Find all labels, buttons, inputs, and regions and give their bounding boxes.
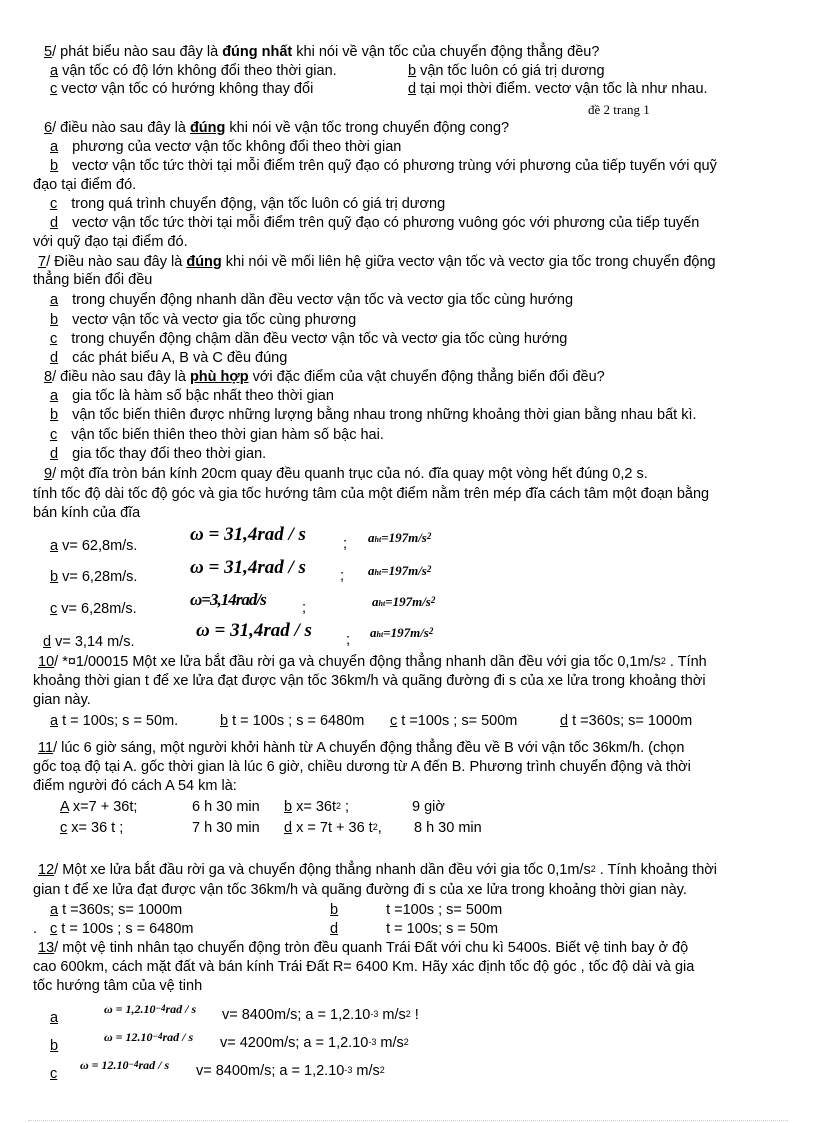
q7-option-d[interactable]: d các phát biểu A, B và C đều đúng — [50, 350, 288, 366]
q11-option-c[interactable]: c x= 36 t ; — [60, 820, 124, 836]
q11-stem-line3: điểm người đó cách A 54 km là: — [33, 778, 237, 794]
q8-option-d[interactable]: d gia tốc thay đổi theo thời gian. — [50, 446, 267, 462]
q9-a-accel: $aht=197m/s^2$ — [368, 530, 432, 545]
q11-option-b[interactable]: b $x= 36t^2$ ; — [284, 799, 350, 815]
q9-stem-line2: tính tốc độ dài tốc độ góc và gia tốc hướng tâm của một điểm nằm trên mép đĩa cách tâm một đoạn bằng — [33, 486, 710, 502]
page-marker: đề 2 trang 1 — [588, 102, 650, 117]
q11-b-time: 9 giờ — [412, 799, 445, 815]
q13-b-values: v= 4200m/s; $a = 1,2.10^{-3}$ $m/s^2$ — [220, 1035, 409, 1051]
q5-stem: 5/ phát biểu nào sau đây là đúng nhất khi nói về vận tốc của chuyển động thẳng đều? — [44, 44, 600, 60]
q8-number: 8 — [44, 369, 53, 385]
q11-d-time: 8 h 30 min — [414, 820, 482, 836]
q5-keyword: đúng nhất — [222, 44, 293, 60]
q9-c-omega: ω=3,14rad/s — [190, 590, 266, 609]
q5-option-d[interactable]: d tại mọi thời điểm. vectơ vận tốc là như nhau. — [408, 81, 708, 97]
q8-option-c[interactable]: c vận tốc biến thiên theo thời gian hàm số bậc hai. — [50, 427, 384, 443]
q10-stem-line2: khoảng thời gian t để xe lửa đạt được vận tốc 36km/h và quãng đường đi s của xe lửa trong khoảng thời — [33, 673, 706, 689]
q9-c-accel: $aht=197m/s^2$ — [372, 594, 436, 609]
q13-b-omega: $\omega = 12.10^{-4}rad / s$ — [104, 1030, 194, 1044]
q7-stem-cont: thẳng biến đổi đều — [33, 272, 153, 288]
q10-option-c[interactable]: c t =100s ; s= 500m — [390, 713, 518, 729]
q8-keyword: phù hợp — [189, 369, 249, 385]
q6-stem: 6/ điều nào sau đây là đúng khi nói về vận tốc trong chuyển động cong? — [44, 120, 510, 136]
q9-b-sep: ; — [340, 568, 345, 584]
q7-stem: 7/ Điều nào sau đây là đúng khi nói về mối liên hệ giữa vectơ vận tốc và vectơ gia tốc trong chuyển động — [38, 254, 716, 270]
q12-option-c[interactable]: c t = 100s ; s = 6480m — [50, 921, 194, 937]
q9-d-sep: ; — [346, 632, 351, 648]
q9-stem-line3: bán kính của đĩa — [33, 505, 141, 521]
q9-a-omega: ω = 31,4rad / s — [190, 524, 306, 545]
q8-stem: 8/ điều nào sau đây là phù hợp với đặc điểm của vật chuyển động thẳng biến đổi đều? — [44, 369, 605, 385]
q7-keyword: đúng — [186, 254, 222, 270]
q9-a-sep: ; — [343, 536, 348, 552]
q8-option-b[interactable]: b vận tốc biến thiên được những lượng bằng nhau trong những khoảng thời gian bằng nhau bất kì. — [50, 407, 697, 423]
q10-option-b[interactable]: b t = 100s ; s = 6480m — [220, 713, 365, 729]
q11-option-d[interactable]: d x = 7t + 36 $t^2$, — [284, 820, 382, 836]
q9-d-accel: $aht=197m/s^2$ — [370, 625, 434, 640]
q13-option-a[interactable]: a — [50, 1010, 59, 1026]
q13-a-omega: $\omega = 1,2.10^{-4}rad / s$ — [104, 1002, 197, 1016]
q7-option-b[interactable]: b vectơ vận tốc và vectơ gia tốc cùng phương — [50, 312, 357, 328]
q9-option-a[interactable]: a v= 62,8m/s. — [50, 538, 138, 554]
q6-option-d-cont: với quỹ đạo tại điểm đó. — [33, 234, 188, 250]
q13-c-values: v= 8400m/s; $a = 1,2.10^{-3}$ $m/s^2$ — [196, 1063, 385, 1079]
q9-b-omega: ω = 31,4rad / s — [190, 557, 306, 578]
q11-stem: 11/ lúc 6 giờ sáng, một người khởi hành từ A chuyển động thẳng đều về B với vận tốc 36km/h. (chọn — [38, 740, 685, 756]
q9-option-b[interactable]: b v= 6,28m/s. — [50, 569, 138, 585]
q11-number: 11 — [38, 740, 54, 756]
q5-option-a[interactable]: a vận tốc có độ lớn không đổi theo thời gian. — [50, 63, 337, 79]
q12-dot: . — [33, 921, 38, 937]
q6-keyword: đúng — [189, 120, 226, 136]
q9-d-omega: ω = 31,4rad / s — [196, 620, 312, 641]
q7-number: 7 — [38, 254, 47, 270]
q13-stem: 13/ một vệ tinh nhân tạo chuyển động tròn đều quanh Trái Đất với chu kì 5400s. Biết vệ tinh bay ở độ — [38, 940, 689, 956]
q11-a-time: 6 h 30 min — [192, 799, 260, 815]
q12-option-b[interactable]: b t =100s ; s= 500m — [330, 902, 503, 918]
q13-option-b[interactable]: b — [50, 1038, 59, 1054]
q9-option-c[interactable]: c v= 6,28m/s. — [50, 601, 137, 617]
q11-option-a[interactable]: A x=7 + 36t; — [60, 799, 138, 815]
q12-number: 12 — [38, 862, 55, 878]
q13-stem-line2: cao 600km, cách mặt đất và bán kính Trái Đất R= 6400 Km. Hãy xác định tốc độ góc , tốc độ dài và gia — [33, 959, 695, 975]
q13-c-omega: $\omega = 12.10^{-4}rad / s$ — [80, 1058, 170, 1072]
q7-option-a[interactable]: a trong chuyển động nhanh dần đều vectơ vận tốc và vectơ gia tốc cùng hướng — [50, 292, 574, 308]
q7-option-c[interactable]: c trong chuyển động chậm dần đều vectơ vận tốc và vectơ gia tốc cùng hướng — [50, 331, 568, 347]
q11-stem-line2: gốc toạ độ tại A. gốc thời gian là lúc 6 giờ, chiều dương từ A đến B. Phương trình chuyển động và thời — [33, 759, 691, 775]
q9-b-accel: $aht=197m/s^2$ — [368, 563, 432, 578]
q10-stem: 10/ *¤1/00015 Một xe lửa bắt đầu rời ga và chuyển động thẳng nhanh dần đều với gia tốc $0,1m/s^2$ . Tính — [38, 654, 707, 670]
q6-option-a[interactable]: a phương của vectơ vận tốc không đổi theo thời gian — [50, 139, 402, 155]
q5-option-b[interactable]: b vận tốc luôn có giá trị dương — [408, 63, 605, 79]
q6-number: 6 — [44, 120, 53, 136]
q12-stem-line2: gian t để xe lửa đạt được vận tốc 36km/h và quãng đường đi s của xe lửa trong khoảng thời gian này. — [33, 882, 687, 898]
q10-number: 10 — [38, 654, 55, 670]
q12-option-d[interactable]: d t = 100s; s = 50m — [330, 921, 499, 937]
q6-option-b[interactable]: b vectơ vận tốc tức thời tại mỗi điểm trên quỹ đạo có phương trùng với phương của tiếp tuyến với quỹ — [50, 158, 717, 174]
q13-stem-line3: tốc hướng tâm của vệ tinh — [33, 978, 203, 994]
q9-number: 9 — [44, 466, 53, 482]
q13-a-values: v= 8400m/s; $a = 1,2.10^{-3}$ $m/s^2$ ! — [222, 1007, 419, 1023]
q6-option-b-cont: đạo tại điểm đó. — [33, 177, 137, 193]
q5-option-c[interactable]: c vectơ vận tốc có hướng không thay đổi — [50, 81, 314, 97]
page-footer-divider — [28, 1120, 788, 1121]
q8-option-a[interactable]: a gia tốc là hàm số bậc nhất theo thời gian — [50, 388, 334, 404]
q13-number: 13 — [38, 940, 55, 956]
q10-option-d[interactable]: d t =360s; s= 1000m — [560, 713, 693, 729]
q10-option-a[interactable]: a t = 100s; s = 50m. — [50, 713, 179, 729]
q12-stem: 12/ Một xe lửa bắt đầu rời ga và chuyển động thẳng nhanh dần đều với gia tốc $0,1m/s^2$ . Tính khoảng thời — [38, 862, 718, 878]
q13-option-c[interactable]: c — [50, 1066, 58, 1082]
q6-option-c[interactable]: c trong quá trình chuyển động, vận tốc luôn có giá trị dương — [50, 196, 446, 212]
q9-c-sep: ; — [302, 600, 307, 616]
q6-option-d[interactable]: d vectơ vận tốc tức thời tại mỗi điểm trên quỹ đạo có phương vuông góc với phương của tiếp tuyến — [50, 215, 700, 231]
q12-option-a[interactable]: a t =360s; s= 1000m — [50, 902, 183, 918]
q10-stem-line3: gian này. — [33, 692, 91, 708]
q11-c-time: 7 h 30 min — [192, 820, 260, 836]
q9-option-d[interactable]: d v= 3,14 m/s. — [43, 634, 135, 650]
q5-number: 5 — [44, 44, 53, 60]
q9-stem: 9/ một đĩa tròn bán kính 20cm quay đều quanh trục của nó. đĩa quay một vòng hết đúng 0,2 s. — [44, 466, 648, 482]
